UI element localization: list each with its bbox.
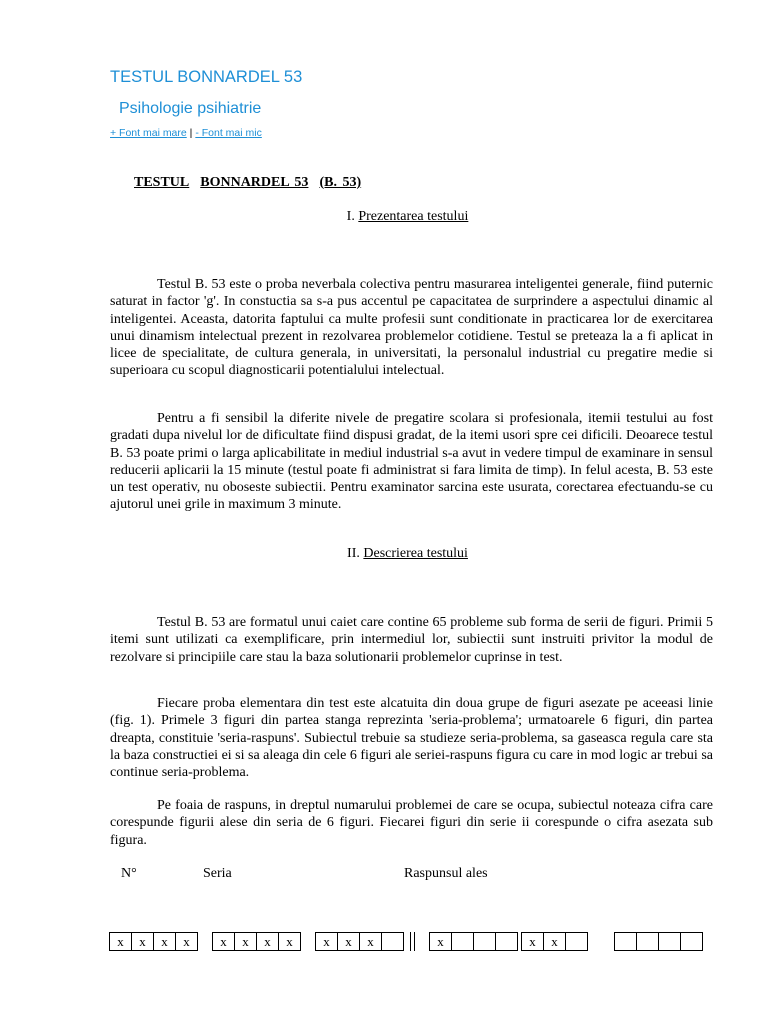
section-2-number: II. <box>347 546 360 561</box>
figure-cell <box>474 933 496 950</box>
figure-cell <box>382 933 403 950</box>
figure-group-3 <box>315 932 404 951</box>
category-link[interactable]: Psihologie psihiatrie <box>119 100 262 117</box>
figure-cell: x <box>213 933 235 950</box>
section-1-number: I. <box>346 209 355 224</box>
column-series-label: Seria <box>203 866 232 881</box>
paragraph-2: Pentru a fi sensibil la diferite nivele de pregatire scolara si profesionala, itemii testului au fost gradati dupa nivelul lor de dificultate fiind dispusi gradat, de la itemi usori spre cei dificili. Deoarece testul B. 53 poate primi o larga aplicabilitate in mediul industrial s-a avut in vedere timpul de examinare in sensul reducerii aplicarii la 15 minute (testul poate fi administrat si fara limita de timp). In felul acesta, B. 53 este un test operativ, nu oboseste subiectii. Pentru examinator sarcina este usurata, corectarea efectuandu-se cu ajutorul unei grile in maximum 3 minute. <box>110 411 713 513</box>
site-title[interactable]: TESTUL BONNARDEL 53 <box>110 68 303 86</box>
document-title <box>134 175 361 191</box>
figure-cell <box>615 933 637 950</box>
paragraph-3: Testul B. 53 are formatul unui caiet care contine 65 probleme sub forma de serii de figuri. Primii 5 itemi sunt utilizati ca exemplificare, prin intermediul lor, subiectii sunt instruiti privitor la modul de rezolvare si principiile care stau la baza solutionarii problemelor cuprinse in test. <box>110 615 713 665</box>
title-part-1: TESTUL <box>134 175 190 190</box>
figure-group-5 <box>521 932 588 951</box>
section-2-title: Descrierea testului <box>363 546 468 561</box>
paragraph-4: Fiecare proba elementara din test este alcatuita din doua grupe de figuri asezate pe aceeasi linie (fig. 1). Primele 3 figuri din partea stanga reprezinta 'seria-problema'; urmatoarele 6 figuri, din partea dreapta, constituie 'seria-raspuns'. Subiectul trebuie sa studieze seria-problema, sa gaseasca regula care sta la baza constructiei ei si sa aleaga din cele 6 figuri ale seriei-raspuns figura cu care in mod logic ar trebui sa continue seria-problema. <box>110 696 713 781</box>
title-part-2: BONNARDEL 53 <box>200 175 309 190</box>
figure-cell: x <box>286 934 293 949</box>
font-larger-link[interactable]: + Font mai mare <box>110 127 187 139</box>
paragraph-5: Pe foaia de raspuns, in dreptul numarului problemei de care se ocupa, subiectul noteaza cifra care corespunde figurii alese din seria de 6 figuri. Fiecarei figuri din serie ii corespunde o cifra asezata sub figura. <box>110 798 713 848</box>
figure-cell: x <box>154 933 176 950</box>
figure-cell: x <box>544 933 566 950</box>
figure-cell: x <box>338 933 360 950</box>
figure-group-4 <box>429 932 518 951</box>
paragraph-1: Testul B. 53 este o proba neverbala colectiva pentru masurarea inteligentei generale, fiind puternic saturat in factor 'g'. In constuctia sa s-a pus accentul pe capacitatea de surprindere a aspectului dinamic al inteligentei. Aceasta, datorita faptului ca multe profesii sunt conditionate in practicarea lor de exercitarea unui dinamism intelectual prezent in rezolvarea problemelor cotidiene. Testul se preteaza la a fi aplicat in licee de specialitate, de cultura generala, in universitati, la personalul industrial cu pregatire medie si superioara cu scopul diagnosticarii potentialului intelectual. <box>110 277 713 379</box>
figure-cell <box>681 933 702 950</box>
font-size-controls <box>110 127 262 139</box>
figure-cell: x <box>235 933 257 950</box>
figure-cell <box>496 933 517 950</box>
figure-group-2 <box>212 932 301 951</box>
figure-cell <box>637 933 659 950</box>
figure-cell <box>452 933 474 950</box>
section-1-heading <box>110 209 705 225</box>
section-2-heading <box>110 546 705 562</box>
figure-cell: x <box>183 934 190 949</box>
column-number-label: N° <box>121 866 137 881</box>
figure-cell <box>566 933 587 950</box>
figure-group-6 <box>614 932 703 951</box>
figure-cell: x <box>110 933 132 950</box>
figure-group-1 <box>109 932 198 951</box>
figure-cell: x <box>430 933 452 950</box>
column-answer-label: Raspunsul ales <box>404 866 488 881</box>
figure-cell: x <box>132 933 154 950</box>
figure-cell <box>659 933 681 950</box>
title-part-3: (B. 53) <box>319 175 362 190</box>
figure-cell: x <box>360 933 382 950</box>
figure-cell: x <box>522 933 544 950</box>
section-1-title: Prezentarea testului <box>358 209 469 224</box>
figure-cell: x <box>316 933 338 950</box>
font-links-separator: | <box>189 127 193 139</box>
figure-cell: x <box>257 933 279 950</box>
series-divider <box>410 932 415 951</box>
font-smaller-link[interactable]: - Font mai mic <box>195 127 262 139</box>
